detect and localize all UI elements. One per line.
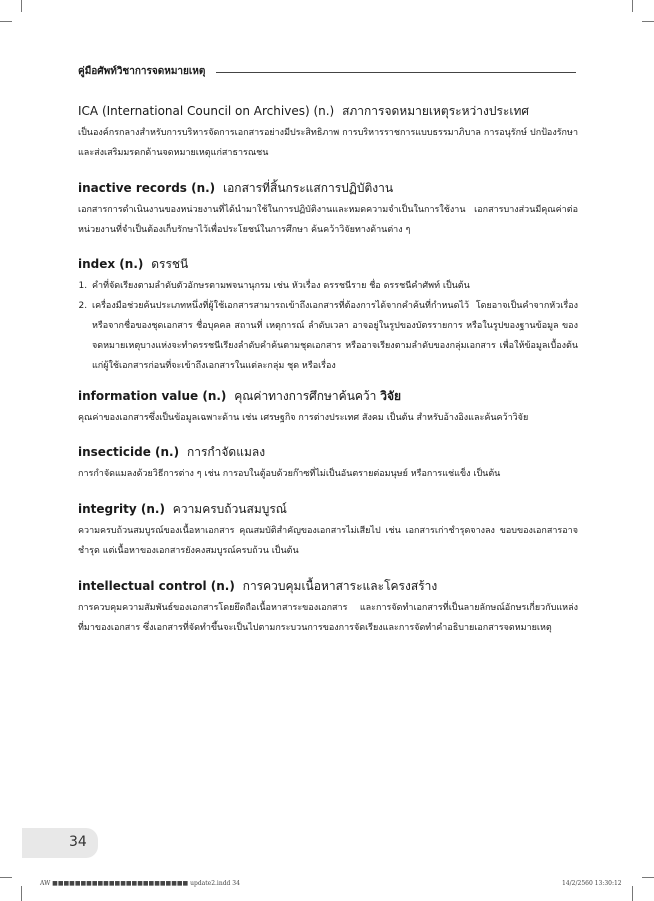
entry-heading (78, 444, 578, 460)
entry-heading (78, 256, 578, 272)
list-item: 1. คำที่จัดเรียงตามลำดับตัวอักษรตามพจนานุกรม เช่น หัวเรื่อง ดรรชนีราย ชื่อ ดรรชนีคำศัพท์ เป็นต้น (90, 276, 578, 296)
entry-heading (78, 180, 578, 196)
entry-definition: คุณค่าของเอกสารซึ่งเป็นข้อมูลเฉพาะด้าน เช่น เศรษฐกิจ การต่างประเทศ สังคม เป็นต้น สำหรับอ้างอิงและค้นคว้าวิจัย (78, 413, 529, 423)
entry-thai-term: เอกสารที่สิ้นกระแสการปฏิบัติงาน (223, 181, 394, 195)
glossary-entry-integrity (78, 501, 578, 561)
running-header (78, 64, 576, 80)
glossary-entry-index (78, 256, 578, 376)
entry-term: insecticide (n.) (78, 445, 180, 459)
glossary-entry-inactive-records (78, 180, 578, 240)
entry-definition: เป็นองค์กรกลางสำหรับการบริหารจัดการเอกสารอย่างมีประสิทธิภาพ การบริหารราชการแบบธรรมาภิบาล การอนุรักษ์ ปกป้องรักษา และส่งเสริมมรดกด้านจดหมายเหตุแก่สาธารณชน (78, 128, 578, 158)
page-number-tab (22, 828, 98, 858)
entry-definition: การควบคุมความสัมพันธ์ของเอกสารโดยยึดถือเนื้อหาสาระของเอกสาร และการจัดทำเอกสารที่เป็นลายลักษณ์อักษรเกี่ยวกับแหล่งที่มาของเอกสาร ซึ่งเอกสารที่จัดทำขึ้นจะเป็นไปตามกระบวนการของการจัดเรียงและการจัดทำคำอธิบายเอกสารจดหมายเหตุ (78, 603, 578, 633)
crop-mark-top-left-v (21, 0, 22, 12)
glossary-entry-intellectual-control (78, 578, 578, 638)
glossary-entry-ica (78, 103, 578, 163)
crop-mark-top-right-h (642, 21, 654, 22)
entry-term: intellectual control (n.) (78, 579, 235, 593)
entry-heading (78, 103, 578, 119)
entry-term: index (n.) (78, 257, 144, 271)
entry-term: ICA (International Council on Archives) (n.) (78, 104, 335, 118)
entry-definition: ความครบถ้วนสมบูรณ์ของเนื้อหาเอกสาร คุณสมบัติสำคัญของเอกสารไม่เสียไป เช่น เอกสารเก่าชำรุดจางลง ขอบของเอกสารอาจชำรุด แต่เนื้อหาของเอกสารยังคงสมบูรณ์ครบถ้วน เป็นต้น (78, 526, 578, 556)
entry-definition: การกำจัดแมลงด้วยวิธีการต่าง ๆ เช่น การอบในตู้อบด้วยก๊าซที่ไม่เป็นอันตรายต่อมนุษย์ หรือการแช่แข็ง เป็นต้น (78, 469, 501, 479)
entry-heading (78, 578, 578, 594)
entry-thai-term-emphasis: วิจัย (380, 389, 402, 403)
entry-thai-term: สภาการจดหมายเหตุระหว่างประเทศ (342, 104, 529, 118)
entry-heading (78, 388, 578, 404)
entry-thai-term: การกำจัดแมลง (186, 445, 266, 459)
entry-thai-term: ความครบถ้วนสมบูรณ์ (172, 502, 287, 516)
crop-mark-top-left-h (0, 21, 12, 22)
entry-heading (78, 501, 578, 517)
crop-mark-bottom-right-h (642, 877, 654, 878)
page-number: 34 (69, 834, 87, 850)
entry-thai-term: คุณค่าทางการศึกษาค้นคว้า (234, 389, 377, 403)
list-item: 2. เครื่องมือช่วยค้นประเภทหนึ่งที่ผู้ใช้เอกสารสามารถเข้าถึงเอกสารที่ต้องการได้จากคำค้นที่กำหนดไว้ โดยอาจเป็นคำจากหัวเรื่อง หรือจากชื่อของชุดเอกสาร ชื่อบุคคล สถานที่ เหตุการณ์ ลำดับเวลา อาจอยู่ในรูปของบัตรรายการ หรือในรูปของฐานข้อมูล ของจดหมายเหตุบางแห่งจะทำดรรชนีเรียงลำดับคำค้นตามชุดเอกสาร หรืออาจเรียงตามลำดับของกลุ่มเอกสาร เพื่อให้ข้อมูลเบื้องต้นแก่ผู้ใช้เอกสารก่อนที่จะเข้าถึงเอกสารในแต่ละกลุ่ม ชุด หรือเรื่อง (90, 296, 578, 376)
entry-term: integrity (n.) (78, 502, 165, 516)
entry-definition-list (78, 276, 578, 376)
glossary-entry-insecticide (78, 444, 578, 484)
running-header-title: คู่มือศัพท์วิชาการจดหมายเหตุ (78, 66, 206, 77)
print-slug-date: 14/2/2560 13:30:12 (562, 880, 622, 887)
crop-mark-bottom-left-v (21, 886, 22, 901)
print-slug-file: AW ■■■■■■■■■■■■■■■■■■■■■■■■ update2.indd 34 (40, 880, 240, 887)
crop-mark-bottom-right-v (632, 886, 633, 901)
entry-term: information value (n.) (78, 389, 227, 403)
entry-definition: เอกสารการดำเนินงานของหน่วยงานที่ได้นำมาใช้ในการปฏิบัติงานและหมดความจำเป็นในการใช้งาน เอกสารบางส่วนมีคุณค่าต่อหน่วยงานที่จำเป็นต้องเก็บรักษาไว้เพื่อประโยชน์ในการศึกษา ค้นคว้าวิจัยทางด้านต่าง ๆ (78, 205, 578, 235)
header-rule (216, 72, 576, 73)
entry-thai-term: การควบคุมเนื้อหาสาระและโครงสร้าง (242, 579, 438, 593)
glossary-entry-information-value (78, 388, 578, 428)
entry-thai-term: ดรรชนี (151, 257, 189, 271)
entry-term: inactive records (n.) (78, 181, 216, 195)
crop-mark-bottom-left-h (0, 877, 12, 878)
crop-mark-top-right-v (632, 0, 633, 12)
